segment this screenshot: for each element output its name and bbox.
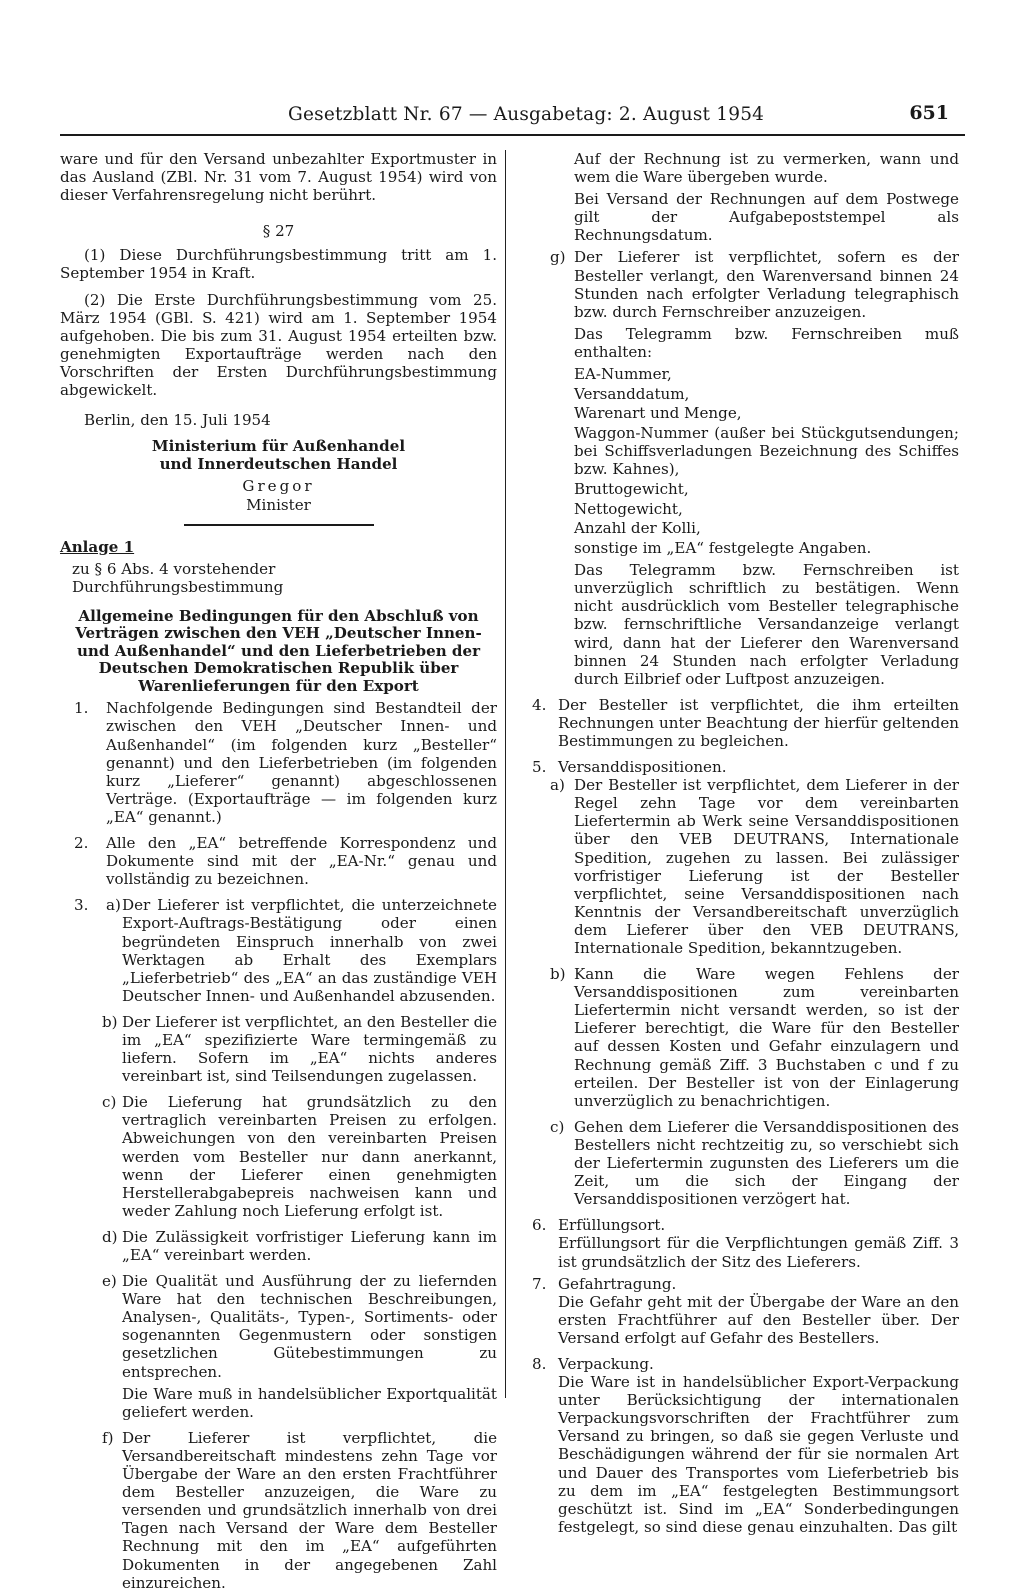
item-number: 6. [532,1216,547,1235]
subitem-letter: d) [102,1227,118,1246]
subitem-continuation [532,561,959,688]
anlage-title: Anlage 1 [60,537,135,556]
list-item: Anzahl der Kolli, [574,519,701,538]
item-number: 8. [532,1354,547,1373]
gazette-title: Gesetzblatt Nr. 67 — Ausgabetag: 2. August 1954 [288,104,765,125]
telegram-contents-list [532,365,959,557]
subitem-text: Bei Versand der Rechnungen auf dem Postwege gilt der Aufgabepoststempel als Rechnungsdatum. [574,190,959,245]
paragraph-1: (1) Diese Durchführungsbestimmung tritt am 1. September 1954 in Kraft. [60,246,497,283]
subitem-text: Kann die Ware wegen Fehlens der Versanddispositionen zum vereinbarten Liefertermin nicht versandt werden, so ist der Lieferer berechtigt, die Ware für den Besteller auf dessen Kosten und Gefahr einzulagern und Rechnung gemäß Ziff. 3 Buchstaben c und f zu erteilen. Der Besteller ist von der Einlagerung unverzüglich zu benachrichtigen. [574,965,959,1110]
conditions-title: Allgemeine Bedingungen für den Abschluß von Verträgen zwischen den VEH „Deutscher Innen- und Außenhandel“ und den Lieferbetrieben der Deutschen Demokratischen Republik über Warenlieferungen für den Export [75,606,482,695]
subitem-letter: b) [102,1012,118,1031]
list-item: sonstige im „EA“ festgelegte Angaben. [574,539,872,558]
item-number: 7. [532,1274,547,1293]
subitem-letter: f) [102,1428,114,1447]
subitem-letter: b) [550,965,566,984]
list-item [532,696,959,750]
subitem [532,1118,959,1208]
subitem [60,1272,497,1421]
signer-title: Minister [246,495,311,514]
signer-name: Gregor [242,477,315,496]
subitem-text: Der Lieferer ist verpflichtet, an den Besteller die im „EA“ spezifizierte Ware termingemäß zu liefern. Sofern im „EA“ nichts anderes vereinbart ist, sind Teilsendungen zugelassen. [122,1012,497,1086]
page-header [60,100,965,136]
item-text: Der Besteller ist verpflichtet, die ihm erteilten Rechnungen unter Beachtung der hierfür geltenden Bestimmungen zu begleichen. [558,695,959,750]
item-number: 3. [74,896,89,915]
ministry-line-1: Ministerium für Außenhandel [151,437,406,456]
subitem-letter: c) [102,1093,117,1112]
subitem-letter: a) [106,896,121,915]
list-item [532,1355,959,1536]
subitem [60,1429,497,1592]
item-heading: Gefahrtragung. [558,1274,677,1293]
item-text: Die Ware ist in handelsüblicher Export-Verpackung unter Berücksichtigung der internationalen Verpackungsvorschriften der Frachtführer zum Versand zu bringen, so daß sie gegen Verluste und Beschädigungen während der für sie normalen Art und Dauer des Transportes vom Lieferbetrieb bis zu dem im „EA“ festgelegten Bestimmungsort geschützt ist. Sind im „EA“ Sonderbedingungen festgelegt, so sind diese genau einzuhalten. Das gilt [558,1373,959,1536]
item-heading: Erfüllungsort. [558,1216,666,1235]
list-item [60,834,497,888]
subitem-text: Die Zulässigkeit vorfristiger Lieferung kann im „EA“ vereinbart werden. [122,1227,497,1264]
list-item [60,896,497,1005]
list-item: Bruttogewicht, [574,479,689,498]
subitem-letter: a) [550,776,565,795]
subitem-text: Auf der Rechnung ist zu vermerken, wann und wem die Ware übergeben wurde. [574,150,959,187]
item-heading: Versanddispositionen. [558,758,727,777]
left-column [60,150,497,1592]
subitem-letter: c) [550,1117,565,1136]
page-number: 651 [909,102,949,124]
item-text: Erfüllungsort für die Verpflichtungen gemäß Ziff. 3 ist grundsätzlich der Sitz des Lieferers. [558,1234,959,1271]
subitem-text: Die Lieferung hat grundsätzlich zu den vertraglich vereinbarten Preisen zu erfolgen. Abweichungen von den vereinbarten Preisen werden vom Besteller nur dann anerkannt, wenn der Lieferer einen genehmigten Herstellerabgabepreis nachweisen kann und weder Zahlung noch Lieferung erfolgt ist. [122,1093,497,1220]
list-item: EA-Nummer, [574,365,672,384]
place-date: Berlin, den 15. Juli 1954 [84,411,271,430]
item-number: 1. [74,699,89,718]
item-text: Alle den „EA“ betreffende Korrespondenz und Dokumente sind mit der „EA-Nr.“ genau und vollständig zu bezeichnen. [106,834,497,889]
list-item [532,1216,959,1270]
item-number: 4. [532,695,547,714]
section-heading: § 27 [262,222,295,241]
ministry-line-2: und Innerdeutschen Handel [159,455,398,474]
subitem-text: Der Lieferer ist verpflichtet, die unterzeichnete Export-Auftrags-Bestätigung oder einen begründeten Einspruch innerhalb von zwei Werktagen ab Erhalt des Exemplars „Lieferbetrieb“ des „EA“ an das zuständige VEH Deutscher Innen- und Außenhandel abzusenden. [122,896,497,1005]
item-number: 5. [532,758,547,777]
anlage-reference-2: Durchführungsbestimmung [72,577,284,596]
subitem-letter: e) [102,1272,117,1291]
subitem-text: Die Ware muß in handelsüblicher Exportqualität geliefert werden. [122,1384,497,1421]
subitem-text: Das Telegramm bzw. Fernschreiben muß enthalten: [574,324,959,361]
subitem-continuation [532,150,959,244]
right-column [532,150,959,1536]
paragraph-2: (2) Die Erste Durchführungsbestimmung vom 25. März 1954 (GBl. S. 421) wird am 1. September 1954 aufgehoben. Die bis zum 31. August 1954 erteilten bzw. genehmigten Exportaufträge werden nach den Vorschriften der Ersten Durchführungsbestimmung abgewickelt. [60,290,497,400]
subitem [532,248,959,361]
subitem [532,776,959,957]
subitem-text: Gehen dem Lieferer die Versanddispositionen des Bestellers nicht rechtzeitig zu, so verschiebt sich der Liefertermin zugunsten des Lieferers um die Zeit, um die sich der Eingang der Versanddispositionen verzögert hat. [574,1117,959,1209]
subitem-letter: g) [550,248,566,267]
subitem-text: Der Lieferer ist verpflichtet, sofern es der Besteller verlangt, den Warenversand binnen 24 Stunden nach erfolgter Verladung telegraphisch bzw. durch Fernschreiber anzuzeigen. [574,248,959,321]
subitem-text: Der Lieferer ist verpflichtet, die Versandbereitschaft mindestens zehn Tage vor Übergabe der Ware an den ersten Frachtführer dem Besteller anzuzeigen, die Ware zu versenden und grundsätzlich innerhalb von drei Tagen nach Versand der Ware dem Besteller Rechnung mit den im „EA“ aufgeführten Dokumenten in der angegebenen Zahl einzureichen. [122,1428,497,1592]
subitem [60,1093,497,1220]
subitem [60,1228,497,1264]
list-item [532,1275,959,1347]
intro-paragraph: ware und für den Versand unbezahlter Exportmuster in das Ausland (ZBl. Nr. 31 vom 7. August 1954) wird von dieser Verfahrensregelung nicht berührt. [60,150,497,205]
list-item: Waggon-Nummer (außer bei Stückgutsendungen; bei Schiffsverladungen Bezeichnung des Schiffes bzw. Kahnes), [574,424,959,479]
column-divider [505,150,506,1398]
item-text: Die Gefahr geht mit der Übergabe der Ware an den ersten Frachtführer auf den Besteller über. Der Versand erfolgt auf Gefahr des Bestellers. [558,1292,959,1347]
item-heading: Verpackung. [558,1354,654,1373]
subitem [60,1013,497,1085]
item-text: Nachfolgende Bedingungen sind Bestandteil der zwischen den VEH „Deutscher Innen- und Außenhandel“ (im folgenden kurz „Besteller“ genannt) und den Lieferbetrieben (im folgenden kurz „Lieferer“ genannt) abgeschlossenen Verträge. (Exportaufträge — im folgenden kurz „EA“ genannt.) [106,699,497,826]
subitem-text: Der Besteller ist verpflichtet, dem Lieferer in der Regel zehn Tage vor dem vereinbarten Liefertermin ab Werk seine Versanddispositionen über den VEB DEUTRANS, Internationale Spedition, zugehen zu lassen. Bei zulässiger vorfristiger Lieferung ist der Besteller verpflichtet, seine Versanddispositionen nach Kenntnis der Versandbereitschaft unverzüglich dem Lieferer über den VEB DEUTRANS, Internationale Spedition, bekanntzugeben. [574,776,959,957]
list-item: Nettogewicht, [574,499,683,518]
list-item [532,758,959,776]
subitem-text: Das Telegramm bzw. Fernschreiben ist unverzüglich schriftlich zu bestätigen. Wenn nicht ausdrücklich vom Besteller telegraphische bzw. fernschriftliche Versandanzeige verlangt wird, dann hat der Lieferer den Warenversand binnen 24 Stunden nach erfolgter Verladung durch Eilbrief oder Luftpost anzuzeigen. [574,561,959,688]
item-number: 2. [74,834,89,853]
separator-rule [184,524,374,526]
subitem [532,965,959,1110]
list-item: Warenart und Menge, [574,404,742,423]
anlage-reference-1: zu § 6 Abs. 4 vorstehender [72,559,276,578]
list-item [60,699,497,826]
subitem-text: Die Qualität und Ausführung der zu liefernden Ware hat den technischen Beschreibungen, Analysen-, Qualitäts-, Typen-, Sortiments- oder sogenannten Gegenmustern oder sonstigen gesetzlichen Gütebestimmungen zu entsprechen. [122,1272,497,1381]
list-item: Versanddatum, [574,384,690,403]
